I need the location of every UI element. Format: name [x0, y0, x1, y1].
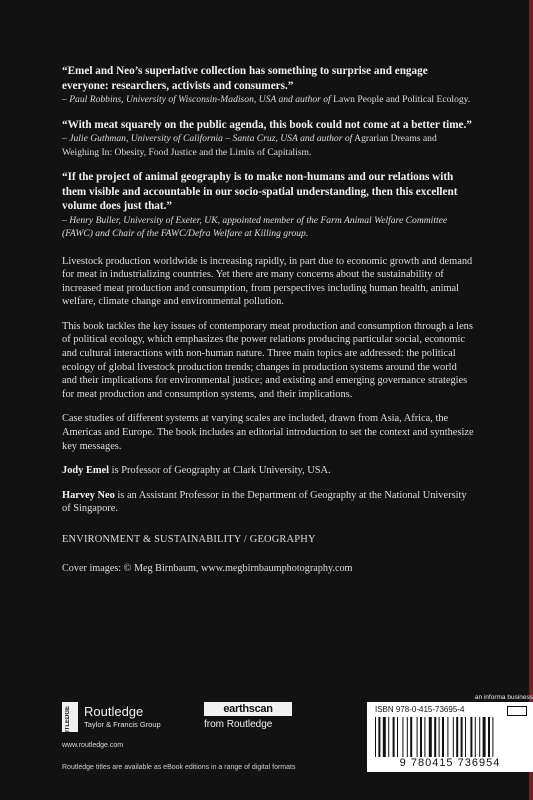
- barcode: [367, 702, 533, 772]
- quote-attribution: [62, 93, 474, 107]
- cover-credit: Cover images: © Meg Birnbaum, www.megbirnbaumphotography.com: [62, 563, 353, 574]
- imprint-from: from Routledge: [204, 719, 273, 730]
- description-paragraph: Livestock production worldwide is increasing rapidly, in part due to economic growth and demand for meat in industrializing countries. Yet there are many concerns about the sustainability of increased meat production and consumption, from perspectives including human health, animal welfare, climate change and environmental pollution.: [62, 255, 473, 308]
- attribution-italic: – Julie Guthman, University of California – Santa Cruz, USA and author of: [62, 133, 353, 144]
- endorsement-quote: [62, 170, 474, 241]
- quote-text: “With meat squarely on the public agenda, this book could not come at a better time.”: [62, 118, 472, 131]
- author-bio-text: is Professor of Geography at Clark University, USA.: [109, 465, 331, 477]
- quote-attribution: [62, 214, 474, 241]
- attribution-roman: Agrarian Dreams and Weighing In: Obesity, Food Justice and the Limits of Capitalism.: [62, 133, 437, 158]
- publisher-name: Routledge: [84, 704, 144, 719]
- barcode-number: 9 780415 736954: [399, 757, 501, 769]
- subject-category: ENVIRONMENT & SUSTAINABILITY / GEOGRAPHY: [62, 534, 316, 545]
- author-name: Jody Emel: [62, 465, 110, 477]
- informa-tagline: an informa business: [474, 694, 533, 701]
- quote-text: “If the project of animal geography is to make non-humans and our relations with them visible and accountable in our socio-spatial understanding, then this excellent volume does just that.”: [62, 171, 458, 212]
- attribution-italic: – Paul Robbins, University of Wisconsin-Madison, USA and author of: [62, 94, 331, 105]
- quote-text: “Emel and Neo’s superlative collection has something to surprise and engage everyone: researchers, activists and consumers.”: [62, 65, 428, 92]
- cover-text: [62, 64, 474, 574]
- description-paragraph: Case studies of different systems at varying scales are included, drawn from Asia, Africa, the Americas and Europe. The book includes an editorial introduction to set the context and synthesize key messages.: [62, 413, 474, 452]
- quote-attribution: [62, 132, 474, 159]
- earthscan-wordmark: earthscan: [204, 702, 292, 716]
- attribution-italic: – Henry Buller, University of Exeter, UK, appointed member of the Farm Animal Welfare Committee (FAWC) and Chair of the FAWC/Defra Welfare at Killing group.: [62, 214, 448, 239]
- publisher-url: www.routledge.com: [62, 742, 124, 749]
- routledge-mark-text: ROUTLEDGE: [65, 706, 71, 744]
- author-bio: [62, 464, 474, 478]
- routledge-mark-icon: [62, 702, 78, 744]
- isbn-label: ISBN 978-0-415-73695-4: [375, 705, 465, 714]
- author-bio-text: is an Assistant Professor in the Department of Geography at the National University of Singapore.: [62, 489, 467, 515]
- description-paragraph: This book tackles the key issues of contemporary meat production and consumption through a lens of political ecology, which emphasizes the power relations producing particular social, economic and cultural interactions with non-human nature. Three main topics are addressed: the political ecology of global livestock production trends; changes in production systems around the world and their implications for environmental justice; and existing and emerging governance strategies for meat production and consumption systems, and their implications.: [62, 320, 473, 400]
- author-bio: [62, 489, 474, 516]
- endorsement-quote: [62, 118, 474, 160]
- publisher-group: Taylor & Francis Group: [84, 720, 161, 729]
- barcode-bars-icon: [373, 717, 527, 757]
- barcode-block: [367, 694, 533, 772]
- cover-edge-strip: [529, 0, 533, 800]
- endorsement-quote: [62, 64, 474, 107]
- author-name: Harvey Neo: [62, 489, 115, 501]
- ebook-notice: Routledge titles are available as eBook editions in a range of digital formats: [62, 764, 296, 771]
- price-box: [507, 706, 527, 716]
- attribution-roman: Lawn People and Political Ecology.: [330, 94, 471, 105]
